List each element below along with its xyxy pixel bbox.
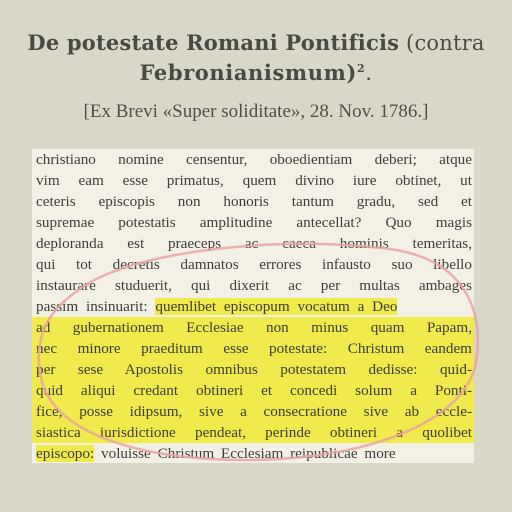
title-main: De potestate Romani Pontificis [27, 30, 400, 55]
highlighted-text: episcopo: [36, 445, 95, 462]
highlighted-line: per sese Apostolis omnibus potestatem dedisse: quid- [32, 359, 474, 380]
text-line-mixed [32, 443, 474, 463]
text-line: deploranda est praeceps ac caeca hominis temeritas, [36, 235, 472, 252]
text-line: qui tot decretis damnatos errores infausto suo libello [36, 256, 472, 273]
highlighted-line: siastica iurisdictione pendeat, perinde obtineri a quolibet [32, 422, 474, 443]
highlighted-line: nec minore praeditum esse potestate: Christum eandem [32, 338, 474, 359]
title-febronianismum: Febronianismum) [139, 60, 357, 85]
highlighted-text: quemlibet episcopum vocatum a Deo [155, 298, 398, 315]
text-line: instaurare studuerit, qui dixerit ac per multas ambages [36, 277, 472, 294]
highlighted-line: fice, posse idipsum, sive a consecratione sive ab eccle- [32, 401, 474, 422]
document-heading [0, 30, 512, 124]
text-excerpt [32, 149, 474, 463]
title-line-2: Febronianismum)$^2$. [139, 60, 373, 85]
footnote-marker: 2 [356, 62, 366, 75]
text-line: christiano nomine censentur, oboedientiam deberi; atque [36, 151, 472, 168]
source-citation: [Ex Brevi «Super soliditate», 28. Nov. 1786.] [83, 101, 429, 122]
title-contra: (contra [399, 31, 485, 55]
text-line: ceteris episcopis non honoris tantum gradu, sed et [36, 193, 472, 210]
text-line: supremae potestatis amplitudine antecellat? Quo magis [36, 214, 472, 231]
text-plain: voluisse Christum Ecclesiam reipublicae more [101, 445, 396, 462]
text-plain: passim insinuarit: [36, 298, 148, 315]
text-line-mixed [32, 296, 474, 317]
highlighted-line: quid aliqui credant obtineri et concedi solum a Ponti- [32, 380, 474, 401]
title-line-1 [0, 30, 512, 56]
text-line: vim eam esse primatus, quem divino iure obtinet, ut [36, 172, 472, 189]
highlighted-line: ad gubernationem Ecclesiae non minus quam Papam, [32, 317, 474, 338]
